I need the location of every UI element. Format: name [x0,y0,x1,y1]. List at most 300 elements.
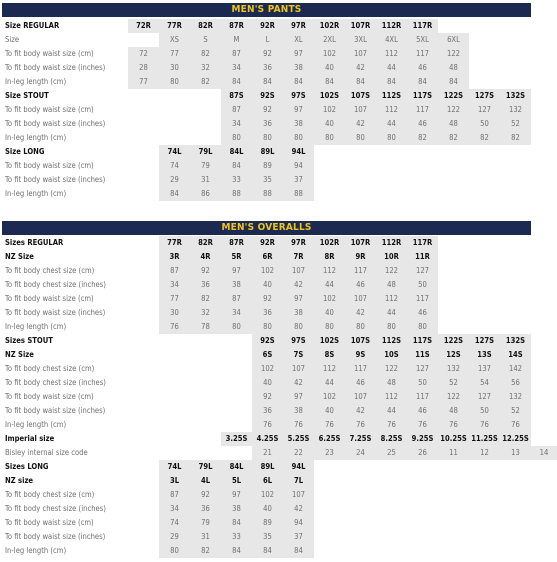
table-cell [469,474,500,488]
table-cell: 87R [221,19,252,33]
table-cell: 112R [376,19,407,33]
table-cell: 21 [252,446,283,460]
table-cell [221,334,252,348]
table-cell [190,103,221,117]
table-cell [376,474,407,488]
table-cell: 46 [407,117,438,131]
table-cell: 56 [500,376,531,390]
table-cell: 112 [376,103,407,117]
table-cell [438,460,469,474]
table-row [2,89,557,103]
row-label: NZ size [5,476,34,485]
table-cell [407,145,438,159]
table-cell: 13S [469,348,500,362]
table-cell: 36 [190,502,221,516]
table-cell [438,173,469,187]
table-cell [407,173,438,187]
table-cell: 84L [221,145,252,159]
table-cell [438,488,469,502]
row-label: Size STOUT [5,91,49,100]
table-cell: 127S [469,89,500,103]
table-cell [438,236,469,250]
table-cell [531,131,557,145]
table-cell: 117 [345,264,376,278]
table-cell: 87 [159,488,190,502]
table-cell: 97S [283,334,314,348]
table-cell [469,75,500,89]
table-cell: 92S [252,89,283,103]
table-cell: 97 [283,390,314,404]
table-cell [469,264,500,278]
table-cell [159,376,190,390]
table-row [2,474,557,488]
table-cell: 72R [128,19,159,33]
table-cell: 76 [407,418,438,432]
table-cell: 5.25S [283,432,314,446]
table-cell: 4R [190,250,221,264]
table-cell: 2XL [314,33,345,47]
table-cell: 87 [221,47,252,61]
table-cell [469,306,500,320]
table-cell: 112 [314,264,345,278]
table-cell: 107 [345,47,376,61]
table-cell: 24 [345,446,376,460]
table-cell [345,173,376,187]
table-cell: 102 [252,488,283,502]
table-cell: 84 [252,75,283,89]
table-cell: 4.25S [252,432,283,446]
table-cell: 76 [469,418,500,432]
table-cell [500,47,531,61]
table-cell: 34 [221,117,252,131]
table-cell: 3L [159,474,190,488]
table-cell: 50 [407,376,438,390]
table-row [2,75,557,89]
table-cell: 3.25S [221,432,252,446]
table-cell [531,236,557,250]
table-cell [469,187,500,201]
table-cell [314,502,345,516]
table-cell: 26 [407,446,438,460]
table-cell [438,544,469,558]
table-cell: 34 [159,278,190,292]
table-row [2,348,557,362]
row-label: To fit body waist size (cm) [5,49,94,58]
table-row [2,432,557,446]
table-cell [531,103,557,117]
table-cell: 94L [283,145,314,159]
table-cell: 122S [438,334,469,348]
table-cell: 33 [221,173,252,187]
table-cell: 84 [252,544,283,558]
table-cell [190,404,221,418]
table-cell [500,145,531,159]
table-cell: 84 [283,544,314,558]
table-cell [221,446,252,460]
table-cell [128,376,159,390]
table-row [2,159,557,173]
table-cell [438,187,469,201]
table-cell: 76 [438,418,469,432]
table-cell: 76 [376,418,407,432]
table-cell: 82 [438,131,469,145]
table-cell: 36 [252,117,283,131]
table-cell [190,348,221,362]
table-cell: 11R [407,250,438,264]
table-cell [128,474,159,488]
table-cell: 4XL [376,33,407,47]
table-cell: 107R [345,19,376,33]
table-cell: S [190,33,221,47]
table-cell [531,173,557,187]
row-label: Sizes LONG [5,462,49,471]
table-cell [438,159,469,173]
table-cell: 117 [407,103,438,117]
row-label: In-leg length (cm) [5,77,67,86]
table-cell: 48 [438,404,469,418]
table-cell: 22 [283,446,314,460]
table-cell [438,306,469,320]
table-cell [128,460,159,474]
table-cell: 107R [345,236,376,250]
table-row [2,418,557,432]
row-label: To fit body waist size (inches) [5,63,106,72]
table-cell [159,117,190,131]
table-cell: 5L [221,474,252,488]
table-cell: 74L [159,460,190,474]
table-cell: 36 [252,61,283,75]
table-cell: 34 [221,61,252,75]
table-cell [128,187,159,201]
table-cell: 94 [283,516,314,530]
table-cell: 80 [314,320,345,334]
table-cell: 38 [221,278,252,292]
table-cell: 8S [314,348,345,362]
table-cell [190,117,221,131]
table-cell [500,61,531,75]
table-cell [190,334,221,348]
table-cell: 84 [221,544,252,558]
table-cell [531,474,557,488]
table-cell [469,145,500,159]
table-cell: 80 [159,75,190,89]
table-cell [500,516,531,530]
table-cell [469,516,500,530]
table-cell [531,47,557,61]
table-cell [500,187,531,201]
row-label: In-leg length (cm) [5,322,67,331]
table-cell [469,488,500,502]
table-cell: 78 [190,320,221,334]
table-cell: 35 [252,530,283,544]
table-cell: 40 [252,376,283,390]
table-cell: 80 [345,320,376,334]
table-cell: 50 [469,117,500,131]
table-cell [314,173,345,187]
table-cell: 112 [376,47,407,61]
table-cell [531,544,557,558]
table-cell: 34 [221,306,252,320]
table-cell [159,390,190,404]
table-cell: 77R [159,236,190,250]
table-cell [345,159,376,173]
table-cell [469,236,500,250]
table-cell: 87 [159,264,190,278]
table-cell: 102 [314,103,345,117]
table-cell [500,278,531,292]
table-cell: 34 [159,502,190,516]
table-cell [531,19,557,33]
table-cell: 92 [252,292,283,306]
table-cell [128,516,159,530]
table-cell: 79 [190,159,221,173]
table-cell: 92 [252,390,283,404]
table-cell [376,187,407,201]
table-cell [500,306,531,320]
table-cell: 88 [221,187,252,201]
table-cell: 38 [283,306,314,320]
table-cell: XL [283,33,314,47]
table-cell [407,460,438,474]
table-cell: 112 [376,292,407,306]
table-cell [128,334,159,348]
row-label: Sizes REGULAR [5,238,64,247]
table-cell: 14 [531,446,557,460]
table-row [2,362,557,376]
table-cell: 10S [376,348,407,362]
table-cell: 97 [283,47,314,61]
table-cell [128,145,159,159]
table-cell: 14S [500,348,531,362]
table-cell: 117 [345,362,376,376]
table-row [2,516,557,530]
table-cell: 42 [345,61,376,75]
table-cell [407,159,438,173]
table-cell [128,320,159,334]
table-cell: 44 [376,306,407,320]
table-cell: 122 [376,362,407,376]
table-cell [407,502,438,516]
table-cell: 50 [407,278,438,292]
table-cell [531,264,557,278]
table-cell: 54 [469,376,500,390]
table-cell [500,544,531,558]
table-cell: 117R [407,19,438,33]
table-cell: 94 [283,159,314,173]
table-cell [314,159,345,173]
table-cell: 82 [190,47,221,61]
table-cell: 3R [159,250,190,264]
table-cell: 117S [407,89,438,103]
table-cell [407,488,438,502]
row-label: To fit body chest size (cm) [5,266,95,275]
table-cell: 142 [500,362,531,376]
row-label: Size REGULAR [5,21,60,30]
table-row [2,47,557,61]
row-label: To fit body chest size (cm) [5,490,95,499]
table-cell: 40 [314,117,345,131]
table-cell: 82 [190,292,221,306]
table-cell: 42 [283,278,314,292]
table-cell [314,474,345,488]
table-cell: 122S [438,89,469,103]
table-cell: 84 [438,75,469,89]
table-cell: 80 [159,544,190,558]
table-cell: 37 [283,173,314,187]
table-cell [531,250,557,264]
table-cell [500,530,531,544]
table-cell [128,117,159,131]
row-label: To fit body waist size (cm) [5,294,94,303]
table-cell [314,460,345,474]
table-cell: 40 [314,61,345,75]
table-row [2,390,557,404]
table-cell [407,530,438,544]
table-cell [159,334,190,348]
table-cell: 8R [314,250,345,264]
table-cell [438,278,469,292]
table-cell: 117 [407,47,438,61]
table-cell: 102 [252,264,283,278]
table-cell: L [252,33,283,47]
table-cell: 92S [252,334,283,348]
table-cell: 107 [283,362,314,376]
table-cell: 37 [283,530,314,544]
table-cell: 80 [407,320,438,334]
table-cell [128,390,159,404]
table-cell: 88 [252,187,283,201]
table-row [2,103,557,117]
table-cell [314,187,345,201]
table-cell [531,362,557,376]
table-cell: 8.25S [376,432,407,446]
table-cell: 46 [345,278,376,292]
table-cell: 36 [190,278,221,292]
row-label: Sizes STOUT [5,336,53,345]
table-cell [128,348,159,362]
table-cell [128,89,159,103]
table-cell: XS [159,33,190,47]
table-cell: 87 [221,103,252,117]
table-cell [469,292,500,306]
table-cell [531,334,557,348]
table-row [2,334,557,348]
table-cell [190,446,221,460]
table-cell [221,348,252,362]
table-cell: 48 [376,278,407,292]
table-cell: 6R [252,250,283,264]
table-cell [469,502,500,516]
row-label: To fit body waist size (inches) [5,532,106,541]
table-cell [345,460,376,474]
table-cell: 102S [314,334,345,348]
table-cell: 74 [159,516,190,530]
table-cell: 38 [283,117,314,131]
table-cell: 38 [283,404,314,418]
table-cell [128,404,159,418]
table-cell [531,390,557,404]
table-cell: 107S [345,334,376,348]
table-cell: 84 [221,159,252,173]
table-cell [438,264,469,278]
table-cell: 137 [469,362,500,376]
table-cell [376,145,407,159]
table-cell [190,131,221,145]
table-cell [531,187,557,201]
table-cell: 88 [283,187,314,201]
table-cell: 102R [314,236,345,250]
table-cell: 80 [376,131,407,145]
table-cell: 79 [190,516,221,530]
table-cell [531,460,557,474]
pants-size-table [2,19,557,201]
table-cell: 30 [159,306,190,320]
table-cell: 11 [438,446,469,460]
table-cell [159,348,190,362]
table-cell: 79L [190,145,221,159]
table-cell: 11S [407,348,438,362]
table-cell [314,145,345,159]
table-cell [128,236,159,250]
table-cell: 31 [190,530,221,544]
table-cell: 107 [345,390,376,404]
table-cell [190,362,221,376]
table-cell: 84L [221,460,252,474]
table-cell [128,264,159,278]
table-cell: 82R [190,19,221,33]
table-cell: 102 [314,47,345,61]
table-cell [128,306,159,320]
table-cell [190,390,221,404]
table-cell: 92 [252,103,283,117]
row-label: Size LONG [5,147,45,156]
table-cell: 80 [345,131,376,145]
row-label: To fit body chest size (inches) [5,504,106,513]
table-cell [500,292,531,306]
table-cell: 48 [438,117,469,131]
table-cell: 107S [345,89,376,103]
table-cell: 86 [190,187,221,201]
table-cell: 84 [314,75,345,89]
table-cell [376,488,407,502]
table-cell: 82R [190,236,221,250]
table-cell [128,250,159,264]
table-cell [469,19,500,33]
table-cell: 82 [190,75,221,89]
table-cell: 107 [283,264,314,278]
table-cell [500,159,531,173]
table-row [2,173,557,187]
table-cell [500,75,531,89]
table-cell: 77 [159,292,190,306]
table-cell: 132 [438,362,469,376]
table-cell [531,502,557,516]
table-cell: 89 [252,516,283,530]
table-cell: 102 [314,292,345,306]
table-cell [345,145,376,159]
table-cell: 122 [438,390,469,404]
table-row [2,278,557,292]
table-cell: 42 [345,117,376,131]
table-cell [314,530,345,544]
table-cell [407,544,438,558]
table-cell [128,432,159,446]
table-cell: 97R [283,236,314,250]
table-cell [376,173,407,187]
table-cell: 80 [283,131,314,145]
table-cell: 80 [221,131,252,145]
table-cell: 92R [252,19,283,33]
